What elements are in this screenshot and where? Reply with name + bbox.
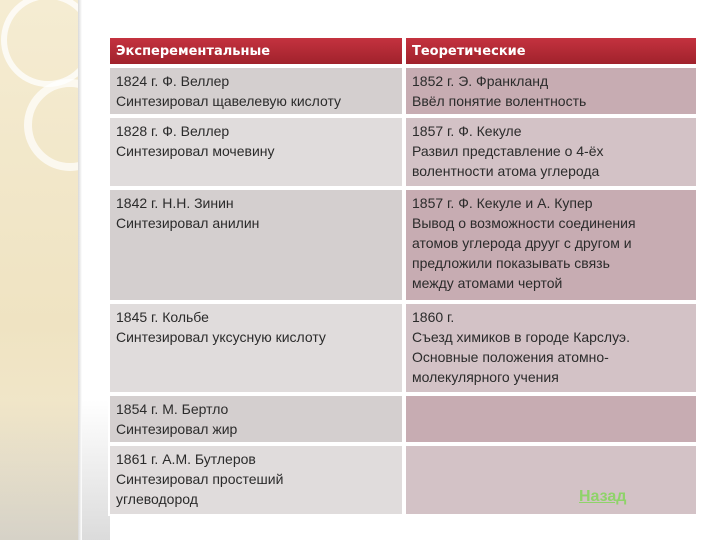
cell-line: Съезд химиков в городе Карслуэ.	[412, 329, 630, 345]
cell-line: 1854 г. М. Бертло	[116, 401, 229, 417]
table-row	[108, 394, 698, 444]
cell-line: 1852 г. Э. Франкланд	[412, 73, 549, 89]
cell-experimental	[108, 444, 404, 516]
cell-theoretical	[404, 302, 698, 394]
page-edge	[78, 0, 82, 540]
cell-line: 1857 г. Ф. Кекуле	[412, 123, 522, 139]
table-row	[108, 188, 698, 302]
comparison-table-wrapper	[108, 36, 698, 516]
back-link[interactable]: Назад	[579, 488, 627, 505]
cell-line: предложили показывать связь	[412, 255, 610, 271]
cell-line: 1857 г. Ф. Кекуле и А. Купер	[412, 195, 593, 211]
cell-experimental	[108, 302, 404, 394]
table-row	[108, 116, 698, 188]
cell-line: 1828 г. Ф. Веллер	[116, 123, 230, 139]
cell-line: Синтезировал уксусную кислоту	[116, 329, 326, 345]
cell-theoretical-empty	[404, 444, 698, 516]
cell-line: Вывод о возможности соединения	[412, 215, 636, 231]
cell-line: 1824 г. Ф. Веллер	[116, 73, 230, 89]
cell-experimental	[108, 116, 404, 188]
cell-line: молекулярного учения	[412, 369, 559, 385]
cell-line: Основные положения атомно-	[412, 349, 609, 365]
decorative-shadow	[0, 400, 110, 540]
cell-line: Синтезировал щавелевую кислоту	[116, 93, 342, 109]
cell-theoretical-empty	[404, 394, 698, 444]
cell-line: Синтезировал анилин	[116, 215, 260, 231]
cell-theoretical	[404, 188, 698, 302]
cell-experimental	[108, 188, 404, 302]
comparison-table	[108, 36, 698, 516]
cell-line: волентности атома углерода	[412, 163, 600, 179]
table-row	[108, 302, 698, 394]
cell-line: 1860 г.	[412, 309, 455, 325]
header-theoretical: Теоретические	[404, 36, 698, 66]
cell-experimental	[108, 394, 404, 444]
cell-line: Синтезировал простеший	[116, 471, 284, 487]
cell-line: Развил представление о 4-ёх	[412, 143, 604, 159]
cell-line: 1842 г. Н.Н. Зинин	[116, 195, 234, 211]
cell-line: Синтезировал мочевину	[116, 143, 275, 159]
cell-experimental	[108, 66, 404, 116]
cell-theoretical	[404, 116, 698, 188]
table-row	[108, 66, 698, 116]
cell-line: углеводород	[116, 491, 198, 507]
header-experimental: Эксперементальные	[108, 36, 404, 66]
cell-line: 1861 г. А.М. Бутлеров	[116, 451, 256, 467]
cell-line: атомов углерода друуг с другом и	[412, 235, 632, 251]
cell-line: Ввёл понятие волентность	[412, 93, 587, 109]
cell-line: Синтезировал жир	[116, 421, 238, 437]
cell-theoretical	[404, 66, 698, 116]
cell-line: 1845 г. Кольбе	[116, 309, 209, 325]
table-header-row	[108, 36, 698, 66]
cell-line: между атомами чертой	[412, 275, 563, 291]
